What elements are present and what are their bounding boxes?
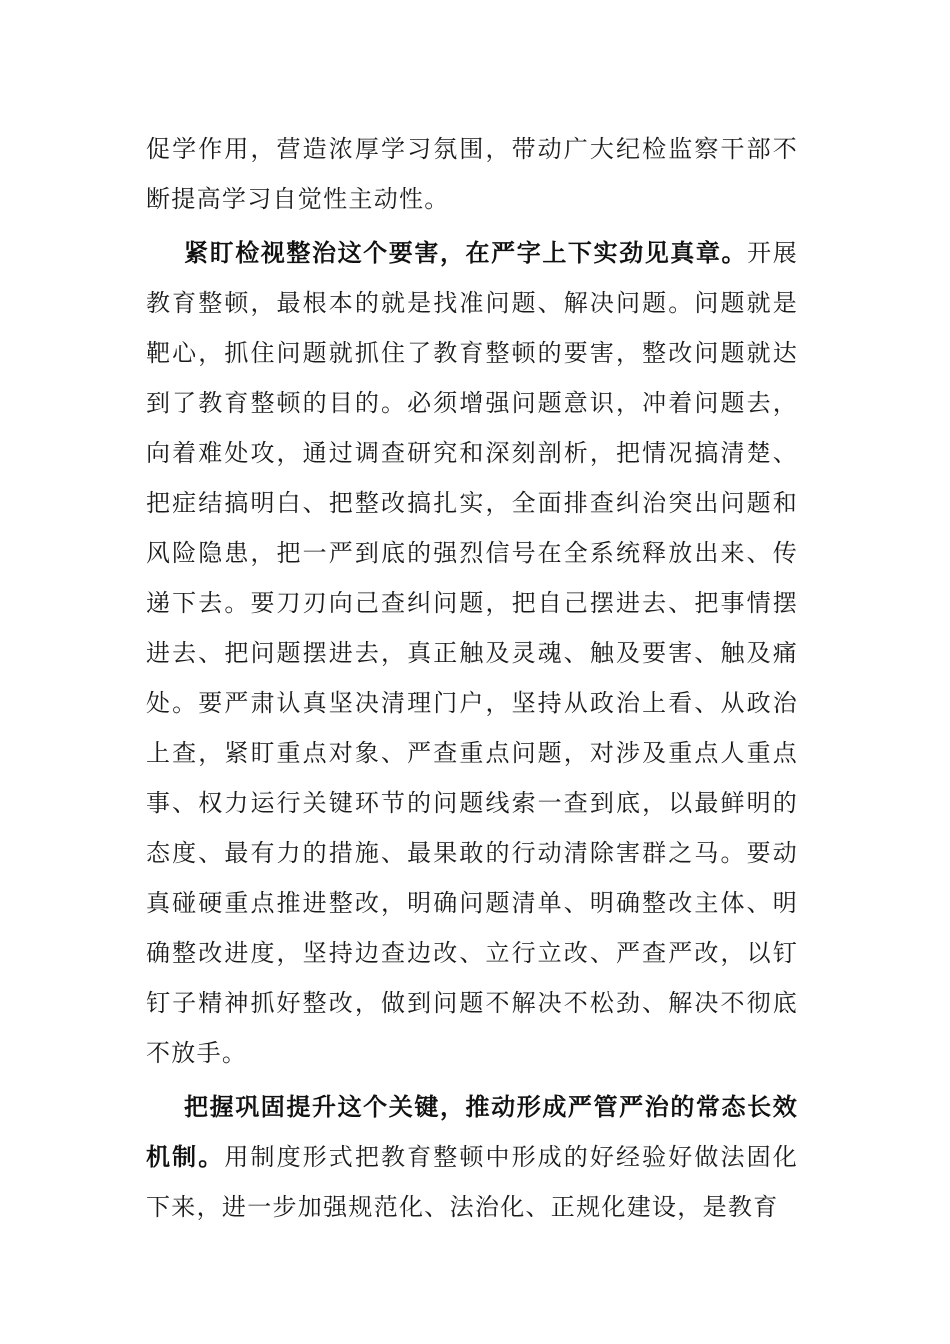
paragraph-lead-heading: 紧盯检视整治这个要害，在严字上下实劲见真章。 [184, 239, 748, 267]
paragraph-body: 用制度形式把教育整顿中形成的好经验好做法固化下来，进一步加强规范化、法治化、正规化建设，是教育 [146, 1143, 798, 1221]
paragraph-lead-heading: 把握巩固提升这个关键，推动形成严管严治的常态长效机制。 [146, 1093, 798, 1171]
paragraph-body: 开展教育整顿，最根本的就是找准问题、解决问题。问题就是靶心，抓住问题就抓住了教育整顿的要害，整改问题就达到了教育整顿的目的。必须增强问题意识，冲着问题去，向着难处攻，通过调查研究和深刻剖析，把情况搞清楚、把症结搞明白、把整改搞扎实，全面排查纠治突出问题和风险隐患，把一严到底的强烈信号在全系统释放出来、传递下去。要刀刃向己查纠问题，把自己摆进去、把事情摆进去、把问题摆进去，真正触及灵魂、触及要害、触及痛处。要严肃认真坚决清理门户，坚持从政治上看、从政治上查，紧盯重点对象、严查重点问题，对涉及重点人重点事、权力运行关键环节的问题线索一查到底，以最鲜明的态度、最有力的措施、最果敢的行动清除害群之马。要动真碰硬重点推进整改，明确问题清单、明确整改主体、明确整改进度，坚持边查边改、立行立改、严查严改，以钉钉子精神抓好整改，做到问题不解决不松劲、解决不彻底不放手。 [146, 239, 798, 1067]
paragraph-continued [146, 124, 798, 224]
paragraph-consolidation [146, 1082, 798, 1232]
body-text [146, 124, 798, 1232]
paragraph-inspection-rectification [146, 228, 798, 1078]
paragraph-body: 促学作用，营造浓厚学习氛围，带动广大纪检监察干部不断提高学习自觉性主动性。 [146, 135, 798, 213]
